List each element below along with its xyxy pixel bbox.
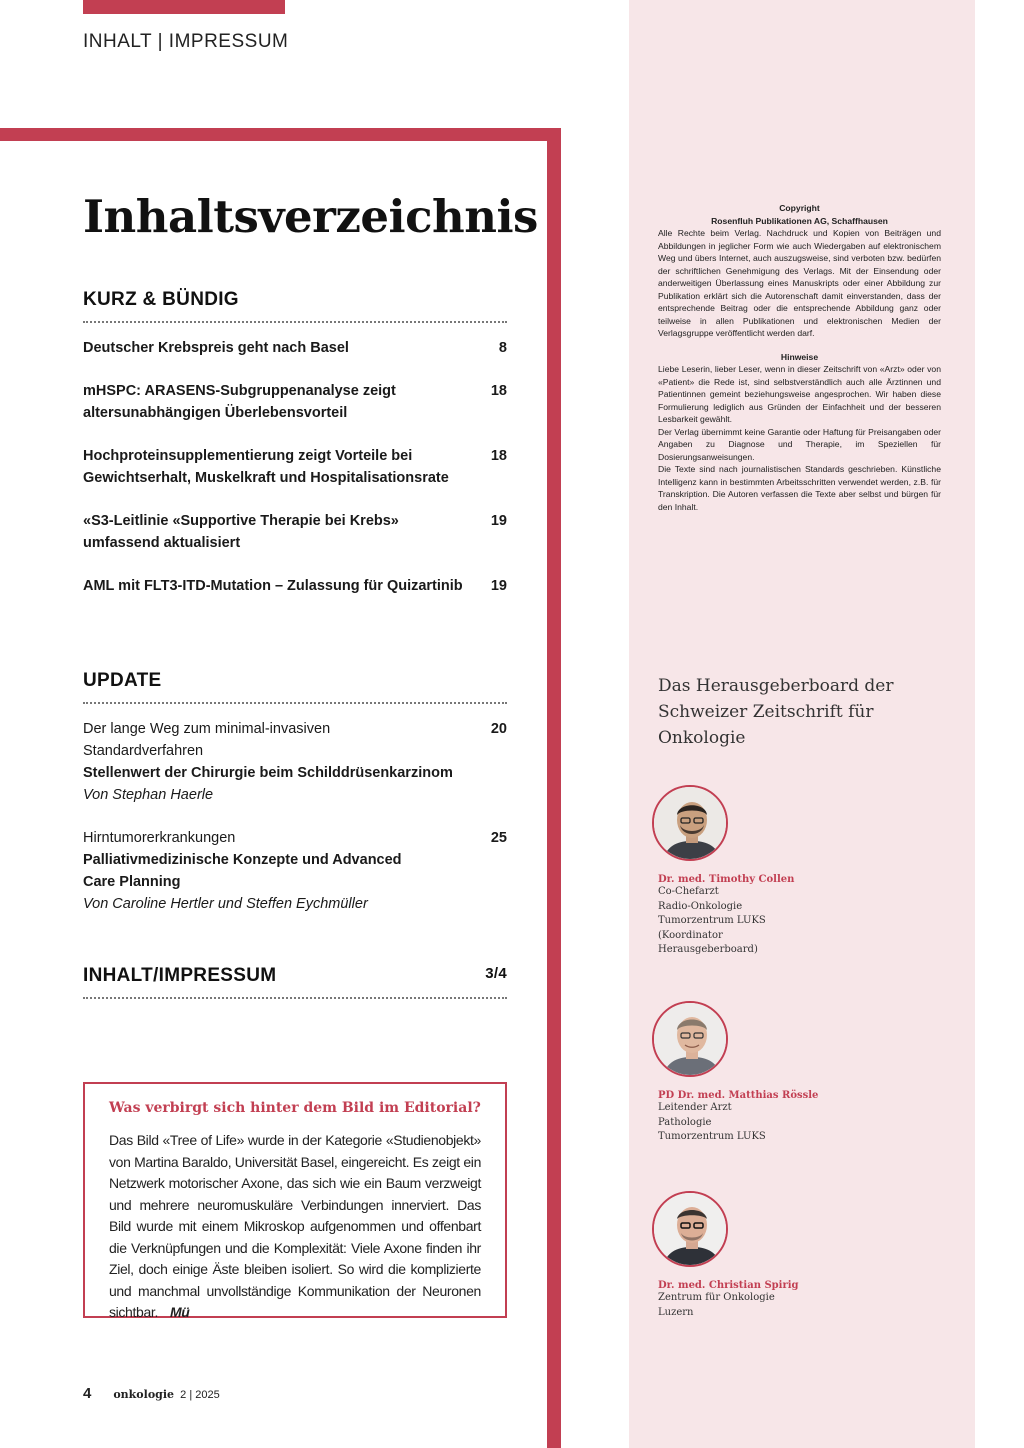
- page-footer: [83, 1385, 220, 1402]
- hinweise-text-2: Der Verlag übernimmt keine Garantie oder Haftung für Preisangaben oder Angaben zu Diagnose und Therapie, im Speziellen für Dosierungsanweisungen.: [658, 426, 941, 462]
- board-member-name: PD Dr. med. Matthias Rössle: [658, 1090, 819, 1101]
- board-member-role: Herausgeberboard): [658, 944, 758, 955]
- board-member-name: Dr. med. Christian Spirig: [658, 1280, 799, 1291]
- toc-section-heading: KURZ & BÜNDIG: [83, 289, 507, 323]
- toc-entry-title: Deutscher Krebspreis geht nach Basel: [83, 340, 349, 356]
- copyright-text: Alle Rechte beim Verlag. Nachdruck und Kopien von Beiträgen und Abbildungen in jeglicher Form wie auch Wiedergaben auf elektronischem Weg und übers Internet, auch auszugsweise, sind verboten bzw. bedürfen der schriftlichen Genehmigung des Verlags. Mit der Einsendung oder anderweitigen Überlassung eines Manuskripts oder einer Abbildung zur Publikation erklärt sich die Autorenschaft damit einverstanden, dass der entsprechende Beitrag oder die entsprechende Abbildung ganz oder teilweise in allen Publikationen und elektronischen Medien der Verlagsgruppe veröffentlicht werden darf.: [658, 228, 941, 338]
- toc-title: Inhaltsverzeichnis: [83, 190, 538, 243]
- legal-notice: [658, 202, 941, 513]
- board-member: [658, 785, 918, 958]
- toc-entry-author: Von Caroline Hertler und Steffen Eychmüller: [83, 896, 368, 912]
- avatar: [652, 1001, 728, 1077]
- board-member-name: Dr. med. Timothy Collen: [658, 874, 795, 885]
- person-portrait-icon: [654, 1193, 728, 1267]
- toc-entry-page: 25: [490, 830, 507, 846]
- toc-entry-title: mHSPC: ARASENS-Subgruppenanalyse zeigt altersunabhängigen Überlebensvorteil: [83, 383, 396, 421]
- toc-entry[interactable]: [83, 575, 507, 597]
- toc-list: [83, 718, 507, 915]
- board-member: [658, 1191, 918, 1320]
- toc-section-kurz: [83, 289, 507, 618]
- frame-right-border: [547, 128, 561, 1448]
- toc-entry-page: 8: [498, 340, 507, 356]
- info-box-text: Das Bild «Tree of Life» wurde in der Kategorie «Studienobjekt» von Martina Baraldo, Universität Basel, eingereicht. Es zeigt ein Netzwerk motorischer Axone, das sich wie ein Baum verzweigt und mehrere neuromuskuläre Verbindungen innerviert. Das Bild wurde mit einem Mikroskop aufgenommen und offenbart die Verknüpfungen und die Komplexität: Viele Axone finden ihr Ziel, doch einige Äste bleiben isoliert. So wird die komplizierte und manchmal unvollständige Kommunikation der Neuronen sichtbar. Mü: [109, 1132, 481, 1320]
- toc-entry-page: 19: [490, 513, 507, 529]
- board-member-role: (Koordinator: [658, 929, 723, 941]
- board-member-role: Zentrum für Onkologie: [658, 1292, 775, 1303]
- toc-entry[interactable]: [83, 380, 507, 424]
- toc-entry-title: «S3-Leitlinie «Supportive Therapie bei Krebs» umfassend aktualisiert: [83, 513, 399, 551]
- toc-entry[interactable]: [83, 337, 507, 359]
- board-member-role: Co-Chefarzt: [658, 886, 719, 897]
- hinweise-text-3: Die Texte sind nach journalistischen Standards geschrieben. Künstliche Intelligenz kann in bestimmten Arbeitsschritten verwendet werden, z.B. für Transkription. Die Autoren verfassen die Texte aber selbst und bürgen für den Inhalt.: [658, 464, 941, 512]
- page-number: 4: [83, 1385, 92, 1402]
- board-member-role: Tumorzentrum LUKS: [658, 1131, 766, 1142]
- toc-section-heading: INHALT/IMPRESSUM 3/4: [83, 965, 507, 999]
- board-member-role: Pathologie: [658, 1116, 712, 1128]
- toc-entry-page: 20: [490, 721, 507, 737]
- toc-entry-kicker: Der lange Weg zum minimal-invasiven Standardverfahren: [83, 721, 331, 759]
- toc-entry-page: 18: [490, 448, 507, 464]
- board-member-role: Leitender Arzt: [658, 1102, 732, 1113]
- board-member-role: Tumorzentrum LUKS: [658, 915, 766, 926]
- toc-section-update: [83, 670, 507, 936]
- toc-section-impressum[interactable]: [83, 965, 507, 999]
- hinweise-text-1: Liebe Leserin, lieber Leser, wenn in dieser Zeitschrift von «Arzt» oder von «Patient» die Rede ist, sind selbstverständlich auch alle Ärztinnen und Patientinnen gemeint beziehungsweise angesprochen. Wir haben diese Formulierung lediglich aus Gründen der Einfachheit und der besseren Lesbarkeit gewählt.: [658, 364, 941, 424]
- board-member-role: Luzern: [658, 1306, 694, 1318]
- publisher-name: Rosenfluh Publikationen AG, Schaffhausen: [711, 215, 888, 226]
- section-header: INHALT | IMPRESSUM: [83, 31, 289, 52]
- toc-entry[interactable]: [83, 718, 507, 806]
- copyright-heading: Copyright: [779, 203, 820, 213]
- toc-entry[interactable]: [83, 510, 507, 554]
- person-portrait-icon: [654, 1003, 728, 1077]
- avatar: [652, 1191, 728, 1267]
- toc-entry-page: 19: [490, 578, 507, 594]
- board-title: Das Herausgeberboard der Schweizer Zeitschrift für Onkologie: [658, 676, 894, 748]
- info-box-signature: Mü: [170, 1304, 190, 1320]
- avatar: [652, 785, 728, 861]
- board-member: [658, 1001, 918, 1145]
- toc-entry-title: Stellenwert der Chirurgie beim Schilddrüsenkarzinom: [83, 765, 453, 781]
- toc-entry[interactable]: [83, 445, 507, 489]
- magazine-name: onkologie: [113, 1388, 175, 1401]
- frame-top-border: [0, 128, 561, 141]
- toc-list: [83, 337, 507, 597]
- hinweise-heading: Hinweise: [780, 351, 819, 362]
- toc-entry-title: Hochproteinsupplementierung zeigt Vorteile bei Gewichtserhalt, Muskelkraft und Hospitalisationsrate: [83, 448, 449, 486]
- toc-section-heading: UPDATE: [83, 670, 507, 704]
- toc-entry-page: 18: [490, 383, 507, 399]
- board-member-role: Radio-Onkologie: [658, 900, 743, 912]
- info-box-title: Was verbirgt sich hinter dem Bild im Editorial?: [109, 1100, 481, 1116]
- toc-entry-kicker: Hirntumorerkrankungen: [83, 830, 236, 846]
- toc-entry[interactable]: [83, 827, 507, 915]
- toc-entry-author: Von Stephan Haerle: [83, 787, 214, 803]
- info-box: [83, 1082, 507, 1318]
- top-accent-bar: [83, 0, 285, 14]
- issue-number: 2 | 2025: [180, 1389, 220, 1401]
- toc-entry-title: Palliativmedizinische Konzepte und Advanced Care Planning: [83, 852, 402, 890]
- person-portrait-icon: [654, 787, 728, 861]
- toc-entry-page: 3/4: [485, 965, 507, 982]
- toc-entry-title: AML mit FLT3-ITD-Mutation – Zulassung für Quizartinib: [83, 578, 463, 594]
